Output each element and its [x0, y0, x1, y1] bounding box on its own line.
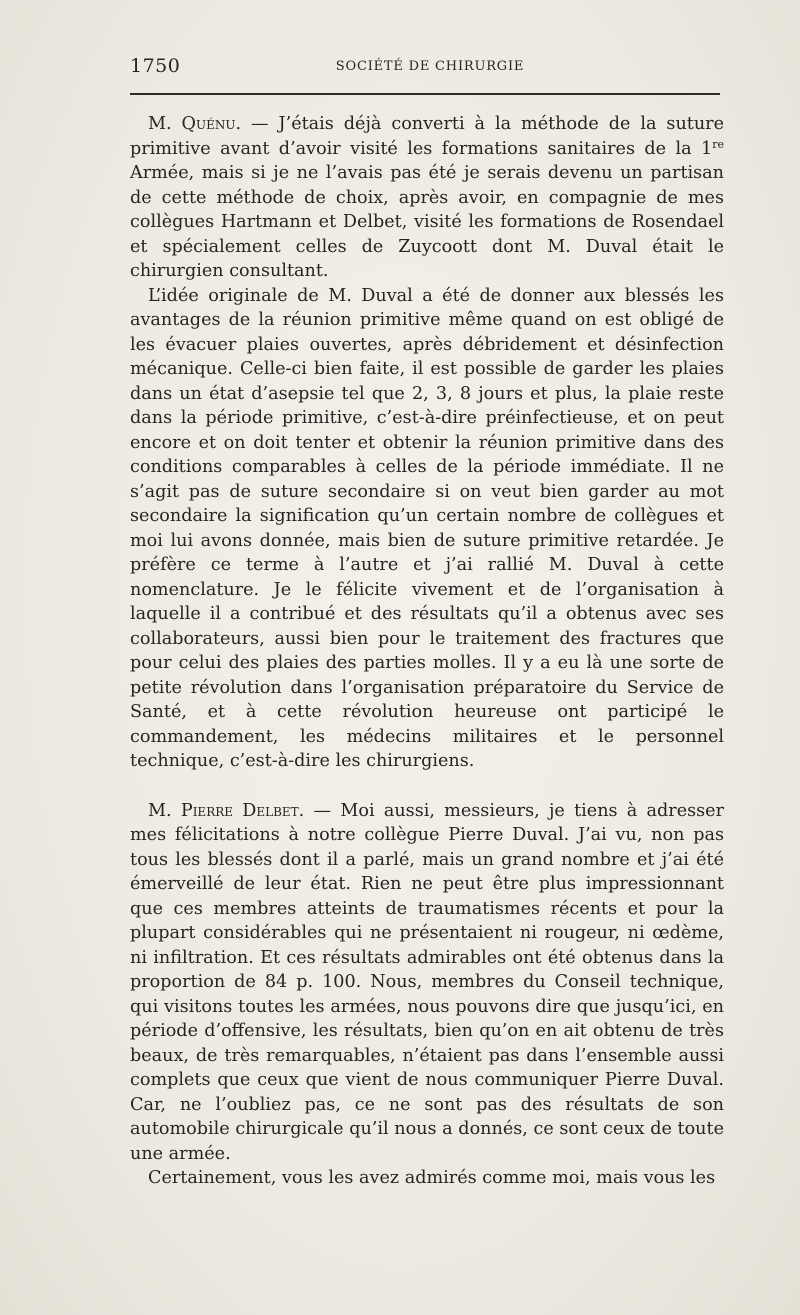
paragraph-duval-idea: L’idée originale de M. Duval a été de donner aux blessés les avantages de la réunion primitive même quand on est obligé de les évacuer plaies ouvertes, après débridement et désinfection mécanique. Celle-ci bien faite, il est possible de garder les plaies dans un état d’asepsie tel que 2, 3, 8 jours et plus, la plaie reste dans la période primitive, c’est-à-dire préinfectieuse, et on peut encore et on doit tenter et obtenir la réunion primitive dans des conditions comparables à celles de la période immédiate. Il ne s’agit pas de suture secondaire si on veut bien garder au mot secondaire la signification qu’un certain nombre de collègues et moi lui avons donnée, mais bien de suture primitive retardée. Je préfère ce terme à l’autre et j’ai rallié M. Duval à cette nomenclature. Je le félicite vivement et de l’organisation à laquelle il a contribué et des résultats qu’il a obtenus avec ses collaborateurs, aussi bien pour le traitement des fractures que pour celui des plaies des parties molles. Il y a eu là une sorte de petite révolution dans l’organisation préparatoire du Service de Santé, et à cette révolution heureuse ont participé le commandement, les médecins militaires et le personnel technique, c’est-à-dire les chirurgiens. [130, 285, 724, 771]
page-header [130, 55, 720, 83]
body-text [130, 112, 724, 1191]
paragraph-text: — Moi aussi, messieurs, je tiens à adresser mes félicitations à notre collègue Pierre Duval. J’ai vu, non pas tous les blessés dont il a parlé, mais un grand nombre et j’ai été émerveillé de leur état. Rien ne peut être plus impressionnant que ces membres atteints de traumatismes récents et pour la plupart considérables qui ne présentaient ni rougeur, ni œdème, ni infiltration. Et ces résultats admirables ont été obtenus dans la proportion de 84 p. 100. Nous, membres du Conseil technique, qui visitons toutes les armées, nous pouvons dire que jusqu’ici, en période d’offensive, les résultats, bien qu’on en ait obtenu de très beaux, de très remarquables, n’étaient pas dans l’ensemble aussi complets que ceux que vient de nous communiquer Pierre Duval. Car, ne l’oubliez pas, ce ne sont pas des résultats de son automobile chirurgicale qu’il nous a donnés, ce sont ceux de toute une armée. [130, 800, 724, 1164]
header-rule [130, 93, 720, 95]
speaker-name: M. Quénu. [148, 114, 242, 134]
running-head: SOCIÉTÉ DE CHIRURGIE [335, 59, 525, 74]
paragraph-text: — J’étais déjà converti à la méthode de la suture primitive avant d’avoir visité les formations sanitaires de la 1 [130, 114, 725, 159]
speaker-name: M. Pierre Delbet. [148, 800, 305, 821]
page-number: 1750 [130, 55, 181, 77]
paragraph-delbet [130, 799, 724, 1167]
superscript: re [712, 137, 724, 151]
paragraph-continuation: Certainement, vous les avez admirés comme moi, mais vous les [148, 1168, 716, 1188]
paragraph-quenu [130, 112, 724, 284]
paragraph-text: Armée, mais si je ne l’avais pas été je serais devenu un partisan de cette méthode de choix, après avoir, en compagnie de mes collègues Hartmann et Delbet, visité les formations de Rosendael et spécialement celles de Zuycoott dont M. Duval était le chirurgien consultant. [130, 163, 724, 281]
